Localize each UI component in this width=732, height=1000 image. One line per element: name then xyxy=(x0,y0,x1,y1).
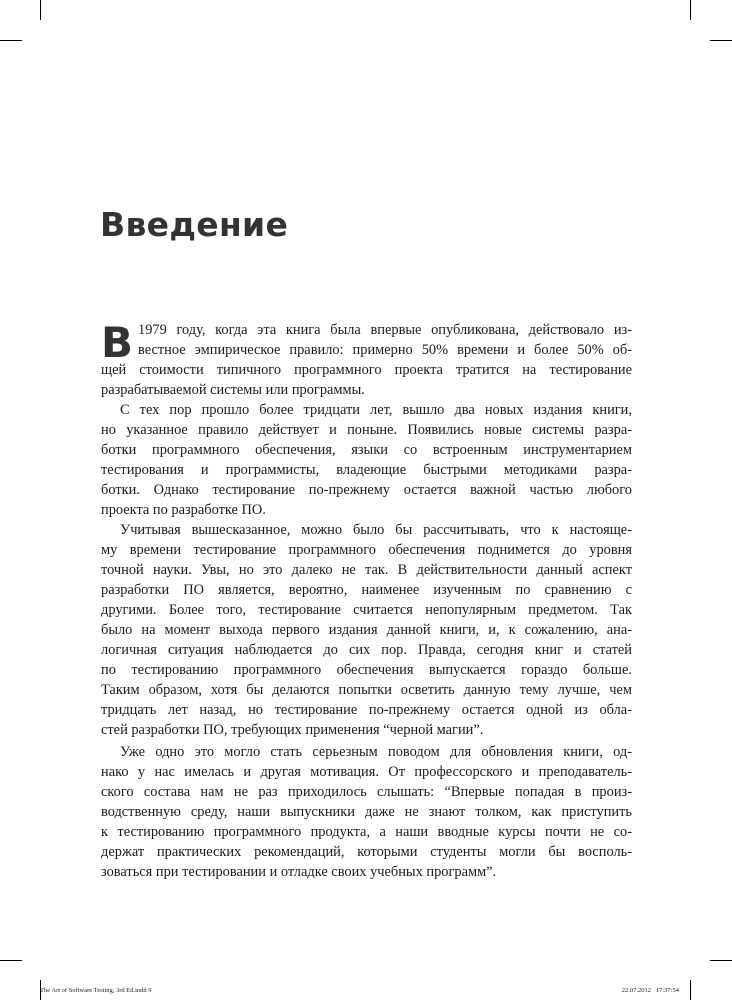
text-line: нако у нас имелась и другая мотивация. От профессорского и преподаватель- xyxy=(101,764,632,780)
text-line: тестирования и программисты, владеющие быстрыми методиками разра- xyxy=(101,462,632,478)
text-line: стей разработки ПО, требующих применения “черной магии”. xyxy=(101,722,484,738)
text-line: ботки программного обеспечения, языки со встроенным инструментарием xyxy=(101,442,632,458)
text-line: водственную среду, наши выпускники даже не знают толком, как приступить xyxy=(101,804,632,820)
text-line: держат практических рекомендаций, которыми студенты могли бы восполь- xyxy=(101,844,632,860)
text-line: разработки ПО является, вероятно, наименее изученным по сравнению с xyxy=(101,582,632,598)
text-line: по тестированию программного обеспечения выпускается гораздо больше. xyxy=(101,662,632,678)
crop-mark-top-left xyxy=(40,0,41,20)
text-line: вестное эмпирическое правило: примерно 50% времени и более 50% об- xyxy=(138,342,632,358)
drop-cap: В xyxy=(101,318,134,367)
chapter-title: Введение xyxy=(100,205,289,244)
crop-mark-left-top xyxy=(0,40,22,41)
text-line: зоваться при тестировании и отладке своих учебных программ”. xyxy=(101,864,497,880)
crop-mark-right-top xyxy=(710,40,732,41)
text-line: Уже одно это могло стать серьезным поводом для обновления книги, од- xyxy=(120,744,632,760)
text-line: Учитывая вышесказанное, можно было бы рассчитывать, что к настояще- xyxy=(120,522,632,538)
text-line: тридцать лет назад, но тестирование по-прежнему остается одной из обла- xyxy=(101,702,632,718)
crop-mark-bottom-right xyxy=(690,980,691,1000)
text-line: но указанное правило действует и поныне. Появились новые системы разра- xyxy=(101,422,632,438)
print-slug-filename: The Art of Software Testing, 3rd Ed.indd 9 xyxy=(40,987,152,994)
print-slug-timestamp xyxy=(622,987,679,995)
text-line: точной науки. Увы, но это далеко не так. В действительности данный аспект xyxy=(101,562,632,578)
text-line: разрабатываемой системы или программы. xyxy=(101,382,365,398)
crop-mark-left-bottom xyxy=(0,960,22,961)
print-slug-date: 22.07.2012 xyxy=(621,987,651,994)
text-line: 1979 году, когда эта книга была впервые опубликована, действовало из- xyxy=(138,322,632,338)
text-line: му времени тестирование программного обеспечения поднимется до уровня xyxy=(101,542,632,558)
text-line: Таким образом, хотя бы делаются попытки осветить данную тему лучше, чем xyxy=(101,682,632,698)
crop-mark-top-right xyxy=(690,0,691,20)
print-slug-time: 17:37:54 xyxy=(655,987,679,994)
text-line: щей стоимости типичного программного проекта тратится на тестирование xyxy=(101,362,632,378)
text-line: ботки. Однако тестирование по-прежнему остается важной частью любого xyxy=(101,482,632,498)
text-line: логичная ситуация наблюдается до сих пор. Правда, сегодня книг и статей xyxy=(101,642,632,658)
text-line: проекта по разработке ПО. xyxy=(101,502,266,518)
text-line: С тех пор прошло более тридцати лет, вышло два новых издания книги, xyxy=(120,402,632,418)
text-line: другими. Более того, тестирование считается непопулярным предметом. Так xyxy=(101,602,632,618)
crop-mark-right-bottom xyxy=(710,960,732,961)
text-line: было на момент выхода первого издания данной книги, и, к сожалению, ана- xyxy=(101,622,632,638)
text-line: к тестированию программного продукта, а наши вводные курсы почти не со- xyxy=(101,824,632,840)
text-line: ского состава нам не раз приходилось слышать: “Впервые попадая в произ- xyxy=(101,784,632,800)
